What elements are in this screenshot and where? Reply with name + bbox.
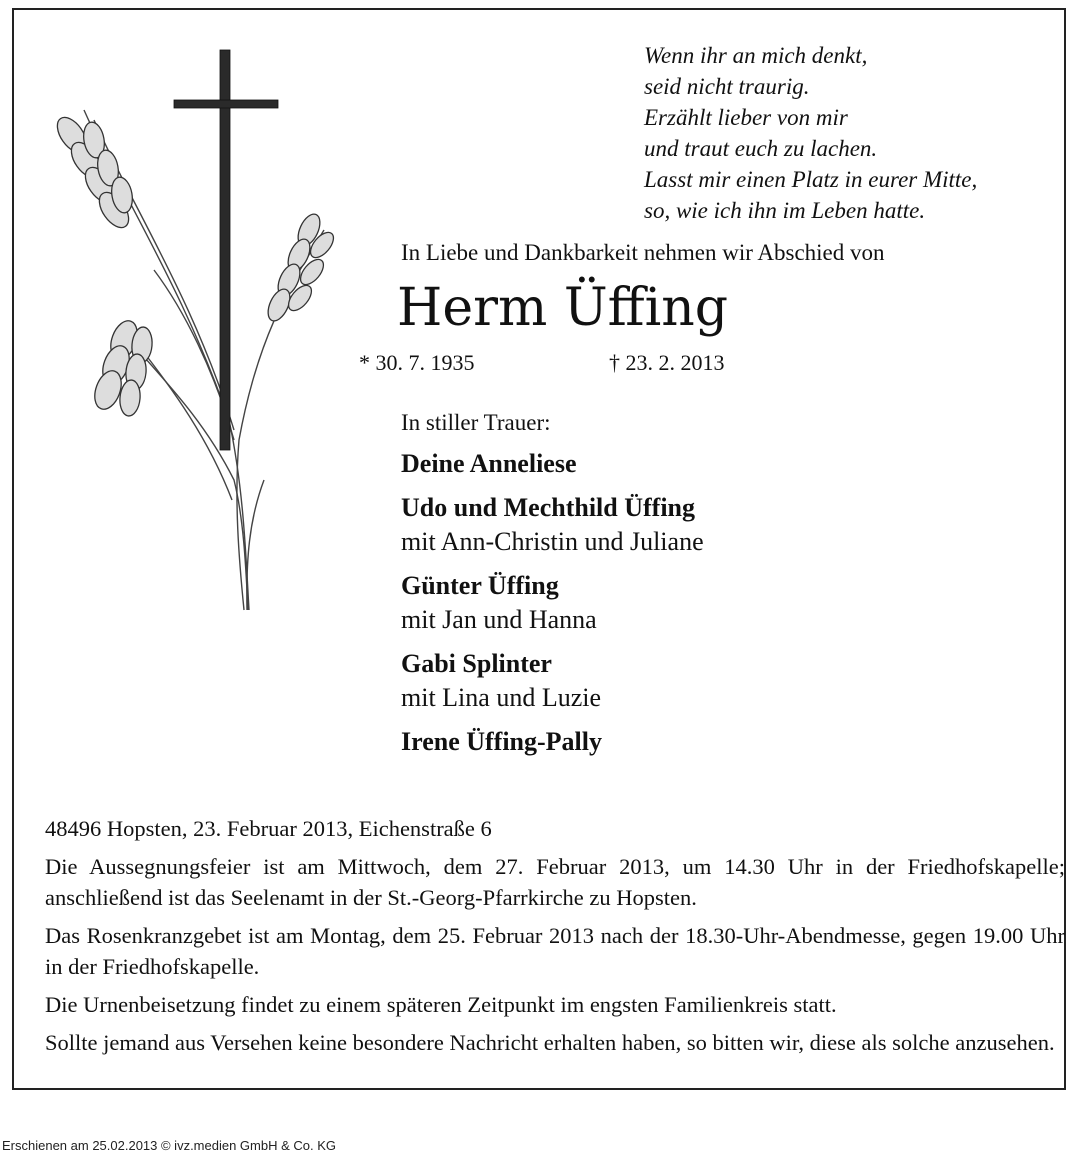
mourner-group [401,447,704,481]
poem [644,40,1074,226]
mourners-list [401,447,704,769]
address-line: 48496 Hopsten, 23. Februar 2013, Eichenstraße 6 [45,816,492,841]
poem-line: Lasst mir einen Platz in eurer Mitte, [644,167,978,192]
urn-burial-info: Die Urnenbeisetzung findet zu einem späteren Zeitpunkt im engsten Familienkreis statt. [45,992,837,1017]
poem-line: Wenn ihr an mich denkt, [644,43,868,68]
cross-and-wheat-illustration [34,40,364,620]
poem-line: und traut euch zu lachen. [644,136,878,161]
poem-line: so, wie ich ihn im Leben hatte. [644,198,926,223]
deceased-name: Herm Üffing [397,278,728,338]
mourner-name: Irene Üffing-Pally [401,727,602,756]
death-date: † 23. 2. 2013 [609,350,725,375]
mourner-group [401,491,704,559]
mourner-name: Günter Üffing [401,571,559,600]
mourner-children: mit Lina und Luzie [401,683,602,712]
mourner-group [401,647,704,715]
mourner-name: Deine Anneliese [401,449,577,478]
mourning-label: In stiller Trauer: [401,410,551,435]
publication-footer: Erschienen am 25.02.2013 © ivz.medien GmbH & Co. KG [2,1138,337,1153]
notice-info: Sollte jemand aus Versehen keine besondere Nachricht erhalten haben, so bitten wir, diese als solche anzusehen. [45,1030,1055,1055]
funeral-service-info: Die Aussegnungsfeier ist am Mittwoch, dem 27. Februar 2013, um 14.30 Uhr in der Friedhofskapelle; anschließend ist das Seelenamt in der St.-Georg-Pfarrkirche zu Hopsten. [45,854,1065,910]
birth-date: * 30. 7. 1935 [359,350,475,375]
details-section [45,813,1065,1065]
mourner-name: Udo und Mechthild Üffing [401,493,695,522]
intro-text: In Liebe und Dankbarkeit nehmen wir Abschied von [401,240,885,265]
mourner-group [401,725,704,759]
mourner-children: mit Jan und Hanna [401,605,597,634]
rosary-info: Das Rosenkranzgebet ist am Montag, dem 25. Februar 2013 nach der 18.30-Uhr-Abendmesse, gegen 19.00 Uhr in der Friedhofskapelle. [45,923,1065,979]
poem-line: Erzählt lieber von mir [644,105,848,130]
mourner-group [401,569,704,637]
obituary-frame [12,8,1066,1090]
mourner-children: mit Ann-Christin und Juliane [401,527,704,556]
mourner-name: Gabi Splinter [401,649,552,678]
poem-line: seid nicht traurig. [644,74,810,99]
